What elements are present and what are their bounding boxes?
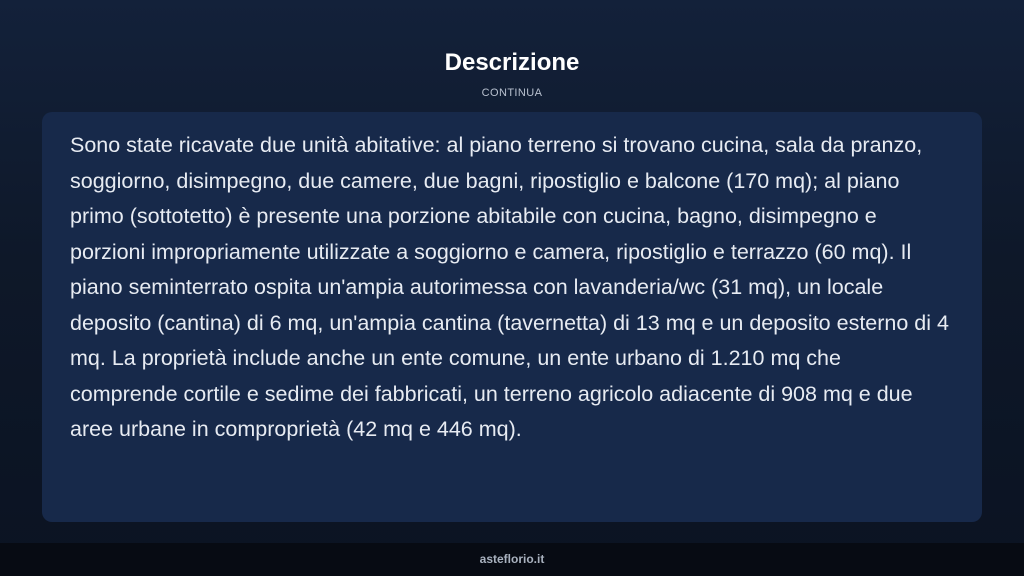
page-title: Descrizione bbox=[444, 49, 580, 76]
site-name: asteflorio.it bbox=[479, 552, 545, 566]
page-header bbox=[0, 48, 1024, 100]
footer-bar bbox=[0, 543, 1024, 576]
continue-label: CONTINUA bbox=[481, 87, 543, 99]
description-text: Sono state ricavate due unità abitative: al piano terreno si trovano cucina, sala da pranzo, soggiorno, disimpegno, due camere, due bagni, ripostiglio e balcone (170 mq); al piano primo (sottotetto) è presente una porzione abitabile con cucina, bagno, disimpegno e porzioni impropriamente utilizzate a soggiorno e camera, ripostiglio e terrazzo (60 mq). Il piano seminterrato ospita un'ampia autorimessa con lavanderia/wc (31 mq), un locale deposito (cantina) di 6 mq, un'ampia cantina (tavernetta) di 13 mq e un deposito esterno di 4 mq. La proprietà include anche un ente comune, un ente urbano di 1.210 mq che comprende cortile e sedime dei fabbricati, un terreno agricolo adiacente di 908 mq e due aree urbane in comproprietà (42 mq e 446 mq). bbox=[70, 133, 949, 441]
description-card bbox=[42, 112, 982, 522]
